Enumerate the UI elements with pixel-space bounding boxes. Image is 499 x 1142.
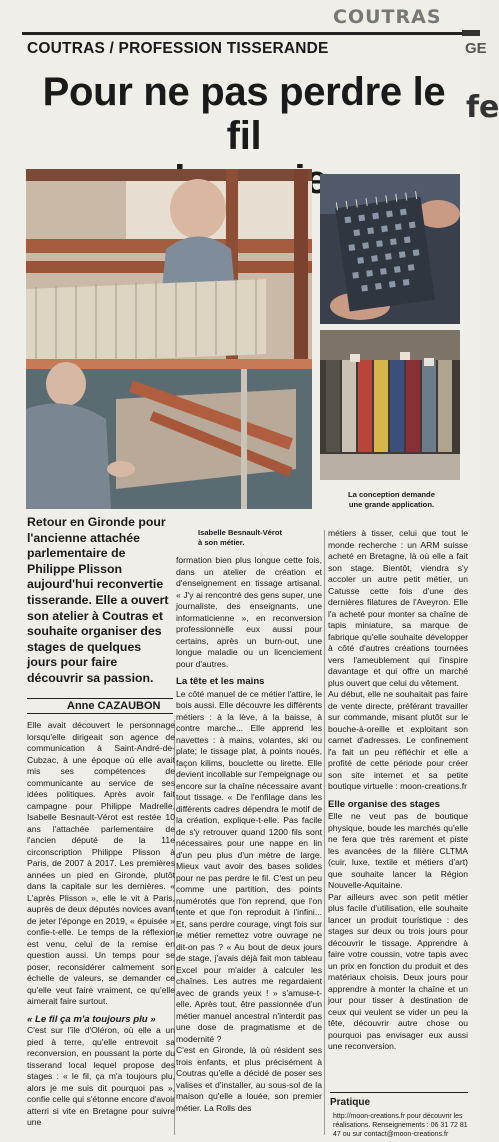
paragraph: formation bien plus longue cette fois, dans un atelier de création et d'enseignement en tissage artisanal. « J'y ai rencontré des gens super, une journaliste, des enseignants, une informaticienne », en reconversion professionnelle eux aussi pour certains, après un burn-out, une longue maladie ou un licenciement pour d'autres. xyxy=(176,555,322,669)
paragraph: Elle avait découvert le personnage lorsqu'elle dirigeait son agence de communication à Saint-André-de-Cubzac, à une époque où elle avait mis ses compétences de communicante au service de ses idées politiques. Après avoir fait campagne pour Philippe Madrelle, Isabelle Besnault-Vérot est restée 10 ans l'attachée parlementaire de l'ancien député de la 11e circonscription Philippe Plisson à Paris, de 2007 à 2017. Les premières années un pied en Gironde, plutôt dans la capitale sur les dernières. « L'après Plisson », elle le vit à Paris, auprès de deux députés novices avant de jeter l'éponge en 2019, « épuisée » confie-t-elle. Le temps de la réflexion est venu, celui de la remise en question aussi. Un temps pour se poser, reconsidérer calmement son échelle de valeurs, se demander ce qu'elle veut faire vraiment, ce qu'elle aimerait faire surtout. xyxy=(27,720,175,1006)
main-caption-line-1: Isabelle Besnault-Vérot xyxy=(198,528,282,537)
headline-line-1: Pour ne pas perdre le fil xyxy=(42,70,446,158)
kicker: COUTRAS / PROFESSION TISSERANDE xyxy=(27,40,329,57)
main-photo-caption xyxy=(198,528,282,548)
loom-photo-illustration xyxy=(26,169,312,509)
main-caption-line-2: à son métier. xyxy=(198,538,245,547)
article-column-2 xyxy=(176,555,322,1140)
subheading: « Le fil ça m'a toujours plu » xyxy=(27,1013,156,1025)
right-caption-line-1: La conception demande xyxy=(348,490,435,499)
pratique-rule xyxy=(330,1092,468,1093)
column-separator xyxy=(324,530,325,1135)
paragraph: Par ailleurs avec son petit métier plus facile d'utilisation, elle souhaite lancer un produit touristique : des stages sur deux ou trois jours pour découvrir le tissage. Apprendre à faire votre coussin, votre tapis avec un prix en fonction du produit et des matériaux choisis. Deux jours pour apprendre à monter la chaîne et un jour pour tisser à destination de ceux qui veulent se vider un peu la tête, découvrir autre chose ou pourquoi pas envisager eux aussi une reconversion. xyxy=(328,891,468,1051)
pratique-label: Pratique xyxy=(330,1097,371,1108)
side-rule xyxy=(462,30,480,36)
article-column-3 xyxy=(328,528,468,1083)
right-photo-caption xyxy=(348,490,435,510)
paragraph: Au début, elle ne souhaitait pas faire de vente directe, préférant travailler sur commande, misant plutôt sur le bouche-à-oreille et exploitant son carnet d'adresses. Le confinement l'a fait un peu réfléchir et elle a profité de cette période pour créer son site internet et sa petite boutique virtuelle : moon-creations.fr xyxy=(328,689,468,791)
right-caption-line-2: une grande application. xyxy=(348,500,435,509)
striped-rugs-illustration xyxy=(320,330,460,480)
top-rule xyxy=(22,32,462,35)
subheading: Elle organise des stages xyxy=(328,798,440,810)
miniature-rug-photo xyxy=(320,174,460,324)
pratique-text: http://moon-creations.fr pour découvrir les réalisations. Renseignements : 06 31 72 81 47 ou sur contact@moon-creations.fr xyxy=(333,1113,468,1138)
paragraph: Elle ne veut pas de boutique physique, boude les marchés qu'elle ne fera que très rarement et piste les avancées de la filière CLTMA (cuir, luxe, textile et métiers d'art) que souhaite lancer la Région Nouvelle-Aquitaine. xyxy=(328,811,468,890)
byline: Anne CAZAUBON xyxy=(27,698,173,714)
article-column-1 xyxy=(27,720,175,1140)
paragraph: Le côté manuel de ce métier l'attire, le bois aussi. Elle découvre les différents métiers : à la lève, à la baisse, à contre marche... Elle apprend les navettes : à mains, volantes, ski ou plate; le tissage plat, à points noués, façon kilims, bouclette ou lirette. Elle devient incollable sur l'empeignage ou encore sur la chaîne nécessaire avant tout tissage. « De l'enfilage dans les différents cadres dépendra le motif de la création, explique-t-elle. Pas facile de s'y retrouver quand 1200 fils sont nécessaires pour une nappe en lin d'un peu plus d'un mètre de large. Mieux vaut avoir des bases solides pour ne pas perdre le fil. C'est un peu comme une partition, des points numérotés que l'on reprend, que l'on tente et que l'on reproduit à l'infini... Et, sans perdre courage, vingt fois sur le métier remettez votre ouvrage ne dit-on pas ? « Au bout de deux jours de stage, j'avais déjà fait mon tableau Excel pour m'aider à calculer les chaînes. Les autres me regardaient avec de grands yeux ! » s'amuse-t-elle. Après tout, être passionnée d'un métier manuel ancestral n'interdit pas une dose de pragmatisme et de modernité ? xyxy=(176,688,323,1044)
article-intro: Retour en Gironde pour l'ancienne attachée parlementaire de Philippe Plisson aujourd'hui reconvertie tisserande. Elle a ouvert son atelier à Coutras et souhaite organiser des stages de quelques jours pour faire découvrir sa passion. xyxy=(27,515,169,685)
section-tag: COUTRAS xyxy=(333,6,442,28)
main-photo xyxy=(26,169,312,509)
adjacent-article-headline: fe xyxy=(466,90,499,125)
subheading: La tête et les mains xyxy=(176,676,265,687)
miniature-rug-illustration xyxy=(320,174,460,324)
paragraph: métiers à tisser, celui que tout le monde recherche : un ARM suisse acheté en Bretagne, là où elle a fait son stage. Bientôt, viendra s'y accoler un autre petit métier, un Catusse cette fois d'une des dernières filatures de l'Aveyron. Elle l'a acheté pour monter sa chaîne de tapis miniature, sa marque de fabrique qu'elle souhaite développer à côté d'autres créations tournées vers l'ameublement qui l'inspire davantage et qui offre un marché plus ouvert que celui du vêtement. xyxy=(328,528,468,688)
adjacent-article-kicker: GE xyxy=(465,40,487,57)
paragraph: C'est en Gironde, là où résident ses trois enfants, et plus précisément à Coutras qu'elle a décidé de poser ses valises et d'installer, au sous-sol de la maison qu'elle a louée, son premier métier. La Rolls des xyxy=(176,1045,322,1113)
paragraph: C'est sur l'île d'Oléron, où elle a un pied à terre, qu'elle entrevoit sa reconversion, en poussant la porte du tisserand local lequel propose des stages : « le fil, ça m'a toujours plu, alors je me suis dit pourquoi pas », confie celle qui s'étonne encore d'avoir atterri si vite en Bretagne pour suivre une xyxy=(27,1025,175,1127)
striped-rugs-photo xyxy=(320,330,460,480)
